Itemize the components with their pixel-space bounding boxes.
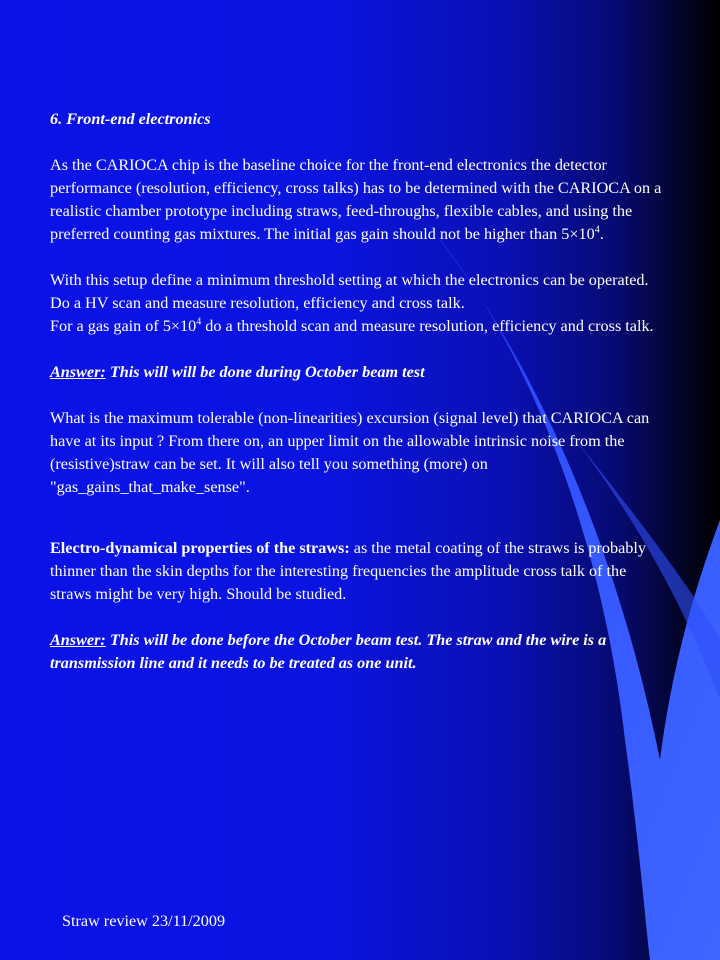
- paragraph-threshold-scan: [50, 315, 662, 338]
- threshold-scan-post: do a threshold scan and measure resolution, efficiency and cross talk.: [201, 317, 654, 335]
- slide-footer: Straw review 23/11/2009: [62, 912, 226, 930]
- paragraph-end: .: [599, 225, 604, 243]
- paragraph-hv-scan: Do a HV scan and measure resolution, efficiency and cross talk.: [50, 294, 465, 312]
- paragraph-max-excursion: What is the maximum tolerable (non-linearities) excursion (signal level) that CARIOCA can have at its input ? From there on, an upper limit on the allowable intrinsic noise from the (resistive)straw can be set. It will also tell you something (more) on "gas_gains_that_make_sense".: [50, 409, 650, 496]
- paragraph-threshold-setup: With this setup define a minimum threshold setting at which the electronics can be operated.: [50, 271, 649, 289]
- paragraph-electro-dynamical: [50, 537, 662, 606]
- answer-transmission-line: [50, 629, 662, 675]
- paragraph-carioca-text: As the CARIOCA chip is the baseline choice for the front-end electronics the detector performance (resolution, efficiency, cross talks) has to be determined with the CARIOCA on a realistic chamber prototype including straws, feed-throughs, flexible cables, and using the preferred counting gas mixtures. The initial gas gain should not be higher than 5×10: [50, 156, 662, 243]
- slide-body: [50, 108, 662, 675]
- electro-dynamical-label: Electro-dynamical properties of the straws:: [50, 539, 350, 557]
- threshold-scan-pre: For a gas gain of 5×10: [50, 317, 197, 335]
- answer-label: Answer:: [50, 631, 106, 649]
- exponent: 4: [196, 316, 202, 328]
- section-heading: 6. Front-end electronics: [50, 110, 211, 128]
- answer-label: Answer:: [50, 363, 106, 381]
- answer-text: This will be done before the October beam test. The straw and the wire is a transmission line and it needs to be treated as one unit.: [50, 631, 607, 672]
- electro-dynamical-text: as the metal coating of the straws is probably thinner than the skin depths for the interesting frequencies the amplitude cross talk of the straws might be very high. Should be studied.: [50, 539, 646, 603]
- paragraph-carioca-baseline: [50, 154, 662, 246]
- answer-text: This will will be done during October beam test: [105, 363, 425, 381]
- answer-beam-test: [50, 361, 662, 384]
- exponent: 4: [594, 224, 600, 236]
